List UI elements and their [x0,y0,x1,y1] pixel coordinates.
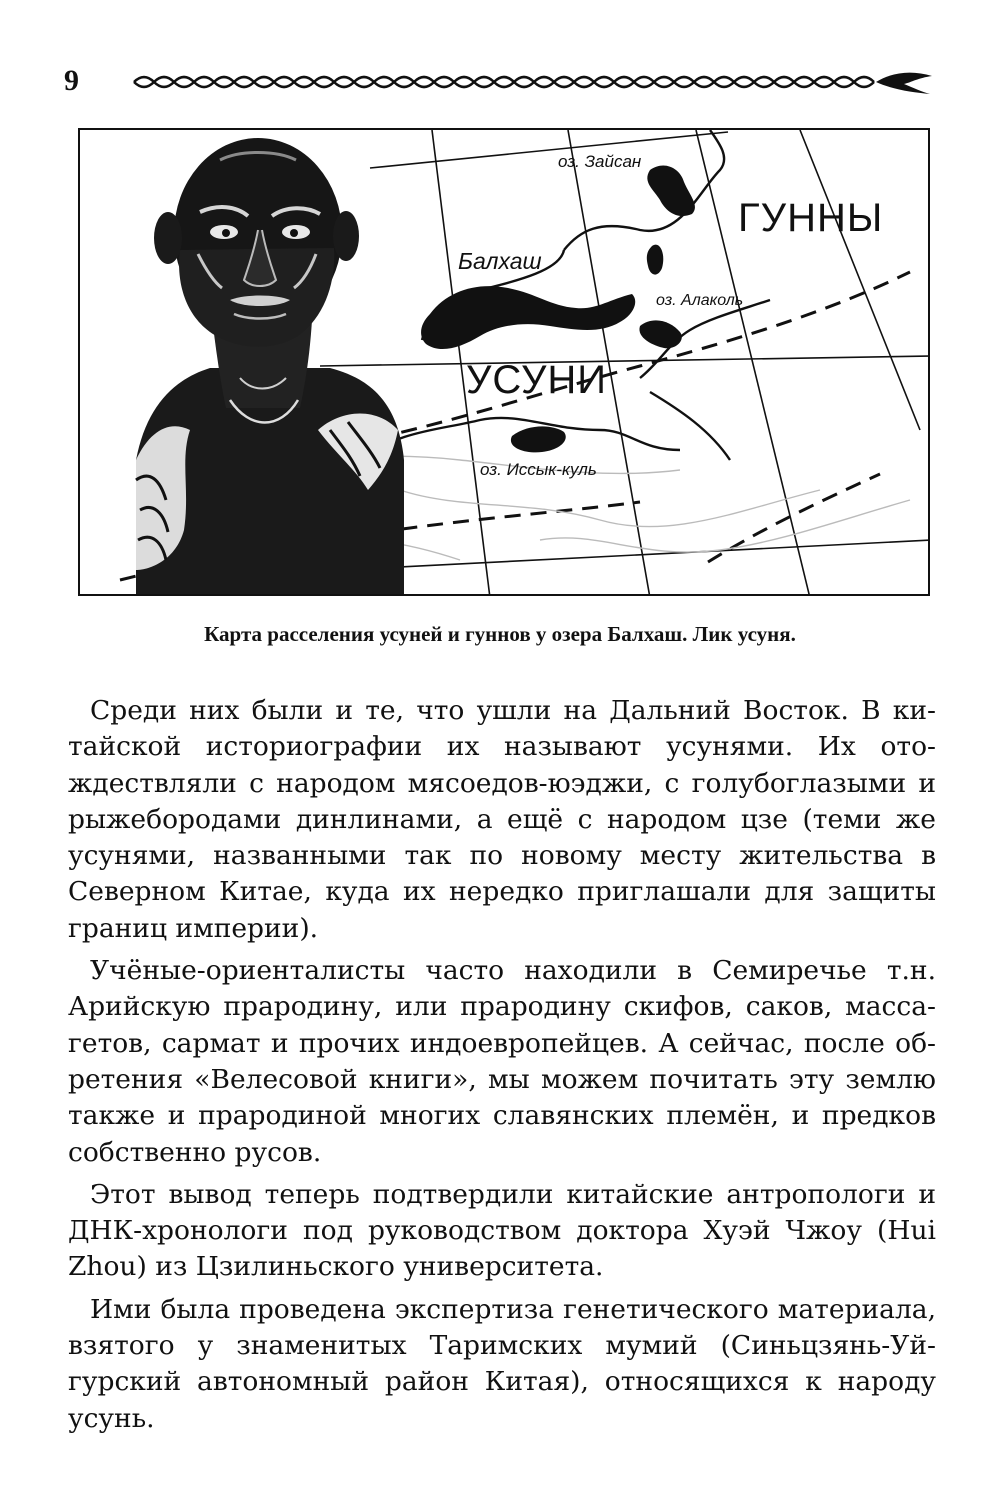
figure-caption: Карта расселения усуней и гуннов у озера Балхаш. Лик усуня. [204,622,796,646]
map-label-gunny: ГУННЫ [738,196,884,240]
map-label-issyk-kul: оз. Иссык-куль [480,460,597,479]
body-text [68,693,936,1443]
map-label-usuni: УСУНИ [466,358,608,402]
paragraph: Этот вывод теперь подтвердили китайские антропологи и ДНК-хронологи под руководством доктора Хуэй Чжоу (Hui Zhou) из Цзилиньского университета. [68,1178,936,1283]
paragraph: Среди них были и те, что ушли на Дальний Восток. В китайской историографии их называют усунями. Их отождествляли с народом мясоедов-юэджи, с голубоглазыми и рыжебородами динлинами, а ещё с народом цзе (теми же усунями, названными так по новому месту жительства в Северном Китае, куда их нередко приглашали для защиты границ империи). [68,695,936,944]
header-ornament [132,68,934,96]
map-label-alakol: оз. Алаколь [656,292,744,309]
portrait-illustration [136,138,404,596]
map-label-zaysan: оз. Зайсан [558,152,642,171]
map-label-balkhash: Балхаш [458,248,542,274]
page-number: 9 [64,64,79,97]
paragraph: Учёные-ориенталисты часто находили в Семиречье т.н. Арийскую прародину, или прародину скифов, саков, массагетов, сармат и прочих индоевропейцев. А сейчас, после обретения «Велесовой книги», мы можем почитать эту землю также и прародиной многих славянских племён, и предков собственно русов. [68,955,936,1168]
map-figure [78,128,930,596]
paragraph: Ими была проведена экспертиза генетического материала, взятого у знаменитых Таримских мумий (Синьцзянь-Уйгурский автономный район Китая), относящихся к народу усунь. [68,1293,936,1434]
